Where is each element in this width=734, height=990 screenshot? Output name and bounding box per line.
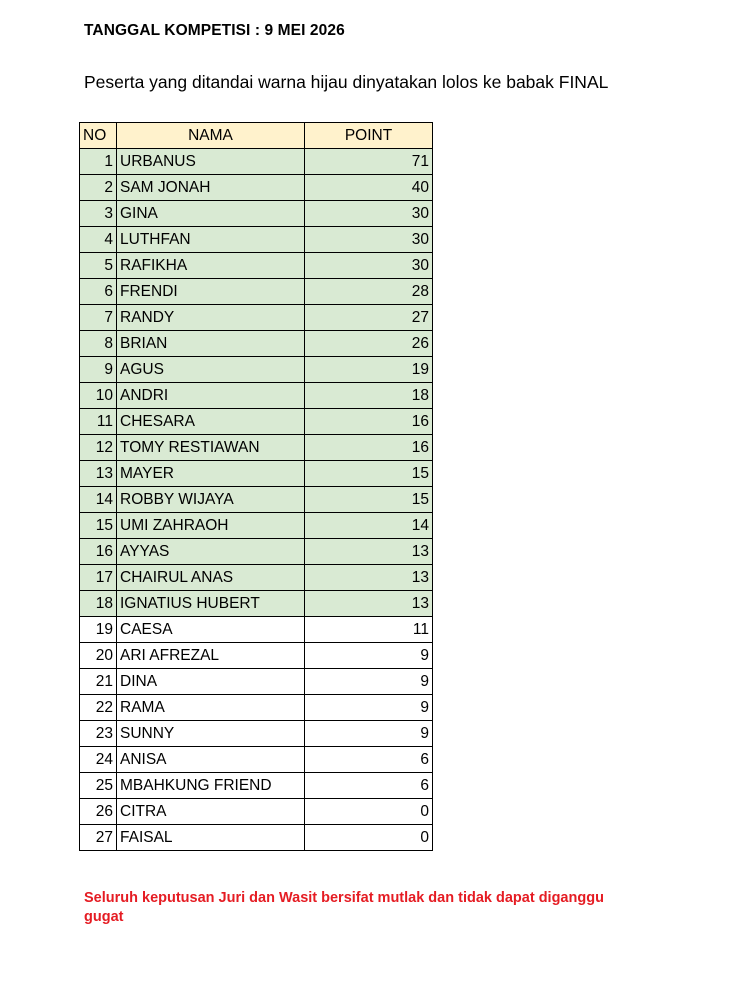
cell-name: IGNATIUS HUBERT <box>117 591 305 617</box>
column-header-no: NO <box>80 123 117 149</box>
cell-point: 19 <box>305 357 433 383</box>
cell-point: 0 <box>305 825 433 851</box>
cell-point: 16 <box>305 409 433 435</box>
cell-point: 6 <box>305 773 433 799</box>
table-row <box>80 487 433 513</box>
cell-point: 15 <box>305 461 433 487</box>
table-row <box>80 331 433 357</box>
table-row <box>80 565 433 591</box>
cell-point: 30 <box>305 227 433 253</box>
cell-point: 30 <box>305 201 433 227</box>
table-row <box>80 383 433 409</box>
cell-no: 2 <box>80 175 117 201</box>
table-row <box>80 825 433 851</box>
cell-name: GINA <box>117 201 305 227</box>
table-row <box>80 435 433 461</box>
table-header-row <box>80 123 433 149</box>
cell-no: 3 <box>80 201 117 227</box>
cell-no: 21 <box>80 669 117 695</box>
cell-no: 1 <box>80 149 117 175</box>
cell-name: MBAHKUNG FRIEND <box>117 773 305 799</box>
column-header-nama: NAMA <box>117 123 305 149</box>
table-row <box>80 227 433 253</box>
cell-point: 13 <box>305 591 433 617</box>
cell-name: RAFIKHA <box>117 253 305 279</box>
cell-name: RAMA <box>117 695 305 721</box>
table-row <box>80 201 433 227</box>
cell-name: SUNNY <box>117 721 305 747</box>
cell-name: BRIAN <box>117 331 305 357</box>
cell-point: 71 <box>305 149 433 175</box>
cell-no: 23 <box>80 721 117 747</box>
cell-no: 27 <box>80 825 117 851</box>
cell-point: 13 <box>305 539 433 565</box>
table-row <box>80 773 433 799</box>
table-row <box>80 591 433 617</box>
cell-point: 18 <box>305 383 433 409</box>
cell-name: AYYAS <box>117 539 305 565</box>
table-row <box>80 253 433 279</box>
cell-no: 7 <box>80 305 117 331</box>
cell-name: CHAIRUL ANAS <box>117 565 305 591</box>
cell-point: 14 <box>305 513 433 539</box>
results-table-body <box>80 149 433 851</box>
finalist-note: Peserta yang ditandai warna hijau dinyatakan lolos ke babak FINAL <box>84 72 609 92</box>
cell-point: 28 <box>305 279 433 305</box>
results-table <box>79 122 433 851</box>
cell-no: 14 <box>80 487 117 513</box>
cell-no: 13 <box>80 461 117 487</box>
cell-no: 19 <box>80 617 117 643</box>
table-row <box>80 175 433 201</box>
cell-no: 15 <box>80 513 117 539</box>
table-row <box>80 617 433 643</box>
cell-no: 17 <box>80 565 117 591</box>
table-row <box>80 799 433 825</box>
cell-point: 30 <box>305 253 433 279</box>
cell-no: 4 <box>80 227 117 253</box>
cell-name: ANISA <box>117 747 305 773</box>
cell-no: 10 <box>80 383 117 409</box>
cell-no: 24 <box>80 747 117 773</box>
cell-no: 25 <box>80 773 117 799</box>
table-row <box>80 695 433 721</box>
table-row <box>80 721 433 747</box>
cell-point: 26 <box>305 331 433 357</box>
competition-date-heading: TANGGAL KOMPETISI : 9 MEI 2026 <box>84 22 345 39</box>
cell-name: TOMY RESTIAWAN <box>117 435 305 461</box>
jury-disclaimer: Seluruh keputusan Juri dan Wasit bersifat mutlak dan tidak dapat diganggu gugat <box>84 890 604 925</box>
cell-name: MAYER <box>117 461 305 487</box>
cell-name: AGUS <box>117 357 305 383</box>
table-row <box>80 149 433 175</box>
cell-point: 9 <box>305 721 433 747</box>
cell-name: FAISAL <box>117 825 305 851</box>
cell-name: CHESARA <box>117 409 305 435</box>
cell-name: CITRA <box>117 799 305 825</box>
cell-point: 16 <box>305 435 433 461</box>
cell-name: CAESA <box>117 617 305 643</box>
cell-no: 5 <box>80 253 117 279</box>
table-row <box>80 305 433 331</box>
cell-point: 6 <box>305 747 433 773</box>
cell-name: LUTHFAN <box>117 227 305 253</box>
table-row <box>80 461 433 487</box>
table-row <box>80 357 433 383</box>
cell-name: SAM JONAH <box>117 175 305 201</box>
cell-point: 13 <box>305 565 433 591</box>
cell-no: 12 <box>80 435 117 461</box>
cell-name: DINA <box>117 669 305 695</box>
cell-point: 15 <box>305 487 433 513</box>
cell-point: 9 <box>305 695 433 721</box>
cell-no: 8 <box>80 331 117 357</box>
table-row <box>80 669 433 695</box>
cell-no: 18 <box>80 591 117 617</box>
cell-name: UMI ZAHRAOH <box>117 513 305 539</box>
cell-no: 6 <box>80 279 117 305</box>
cell-name: ARI AFREZAL <box>117 643 305 669</box>
table-row <box>80 643 433 669</box>
table-row <box>80 539 433 565</box>
cell-name: RANDY <box>117 305 305 331</box>
cell-point: 40 <box>305 175 433 201</box>
table-row <box>80 747 433 773</box>
cell-point: 11 <box>305 617 433 643</box>
cell-name: ROBBY WIJAYA <box>117 487 305 513</box>
cell-name: URBANUS <box>117 149 305 175</box>
cell-no: 26 <box>80 799 117 825</box>
cell-no: 9 <box>80 357 117 383</box>
cell-no: 11 <box>80 409 117 435</box>
cell-point: 0 <box>305 799 433 825</box>
cell-name: ANDRI <box>117 383 305 409</box>
cell-no: 22 <box>80 695 117 721</box>
table-row <box>80 513 433 539</box>
cell-point: 9 <box>305 643 433 669</box>
cell-point: 27 <box>305 305 433 331</box>
cell-no: 16 <box>80 539 117 565</box>
table-row <box>80 409 433 435</box>
cell-no: 20 <box>80 643 117 669</box>
table-row <box>80 279 433 305</box>
cell-point: 9 <box>305 669 433 695</box>
column-header-point: POINT <box>305 123 433 149</box>
cell-name: FRENDI <box>117 279 305 305</box>
